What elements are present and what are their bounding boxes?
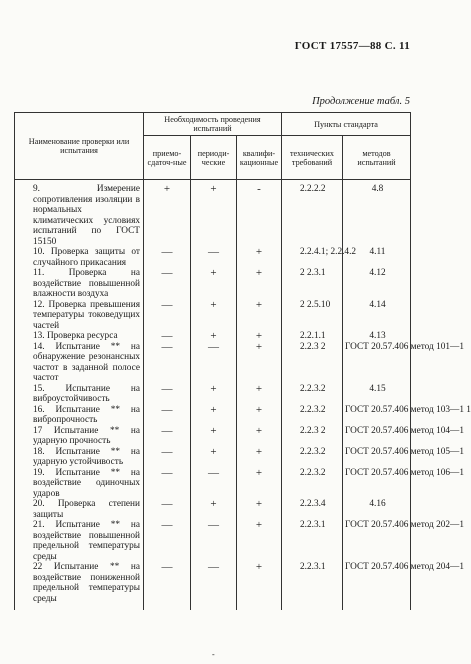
test-table <box>14 112 471 610</box>
row-methods-cell: ГОСТ 20.57.406 метод 204—1 <box>343 562 411 610</box>
row-acceptance-cell: — <box>144 331 191 342</box>
row-periodic-cell: + <box>191 447 237 468</box>
row-tech-cell: 2.2.2.2 <box>282 180 343 248</box>
table-row <box>15 499 411 520</box>
row-name-cell: 20. Проверка степени защиты <box>15 499 144 520</box>
col-name-header: Наименование проверки или испытания <box>15 113 144 180</box>
row-name-cell: 19. Испытание ** на воздействие одиночных ударов <box>15 468 144 500</box>
row-qualification-cell: + <box>237 405 282 426</box>
row-tech-cell: 2.2.3.2 <box>282 384 343 405</box>
col-tech-header: технических требований <box>282 136 343 180</box>
row-qualification-cell: + <box>237 447 282 468</box>
row-qualification-cell: + <box>237 331 282 342</box>
row-qualification-cell: + <box>237 268 282 300</box>
table-row <box>15 426 411 447</box>
row-name-cell: 10. Проверка защиты от случайного прикасания <box>15 247 144 268</box>
row-methods-cell: ГОСТ 20.57.406 метод 106—1 <box>343 468 411 500</box>
row-tech-cell: 2.2.3 2 <box>282 426 343 447</box>
row-acceptance-cell: — <box>144 468 191 500</box>
row-name-cell: 16. Испытание ** на вибропрочность <box>15 405 144 426</box>
row-tech-cell: 2.2.3 2 <box>282 342 343 384</box>
row-periodic-cell: — <box>191 468 237 500</box>
row-name-cell: 22 Испытание ** на воздействие пониженной предельной температуры среды <box>15 562 144 610</box>
row-qualification-cell: + <box>237 562 282 610</box>
row-acceptance-cell: — <box>144 247 191 268</box>
row-name-cell: 15. Испытание на виброустойчивость <box>15 384 144 405</box>
row-tech-cell: 2.2.3.4 <box>282 499 343 520</box>
row-methods-cell: 4.16 <box>343 499 411 520</box>
row-periodic-cell: + <box>191 268 237 300</box>
table-row <box>15 468 411 500</box>
row-periodic-cell: — <box>191 247 237 268</box>
row-tech-cell: 2 2.3.1 <box>282 268 343 300</box>
row-periodic-cell: — <box>191 520 237 562</box>
row-methods-cell: ГОСТ 20.57.406 метод 105—1 <box>343 447 411 468</box>
table-row <box>15 247 411 268</box>
row-acceptance-cell: — <box>144 405 191 426</box>
row-acceptance-cell: — <box>144 342 191 384</box>
row-tech-cell: 2.2.3.1 <box>282 562 343 610</box>
row-methods-cell: 4.11 <box>343 247 411 268</box>
row-methods-cell: ГОСТ 20.57.406 метод 103—1 1 <box>343 405 411 426</box>
row-name-cell: 12. Проверка превышения температуры токоведущих частей <box>15 300 144 332</box>
row-tech-cell: 2.2.4.1; 2.2.4.2 <box>282 247 343 268</box>
row-name-cell: 11. Проверка на воздействие повышенной влажности воздуха <box>15 268 144 300</box>
col-periodic-header: периоди-ческие <box>191 136 237 180</box>
row-acceptance-cell: — <box>144 300 191 332</box>
table-row <box>15 300 411 332</box>
row-periodic-cell: — <box>191 562 237 610</box>
row-periodic-cell: + <box>191 405 237 426</box>
table-continuation-caption: Продолжение табл. 5 <box>312 96 410 107</box>
table-row <box>15 180 411 248</box>
page-header: ГОСТ 17557—88 С. 11 <box>294 40 410 52</box>
row-methods-cell: 4.8 <box>343 180 411 248</box>
row-tech-cell: 2.2.1.1 <box>282 331 343 342</box>
row-tech-cell: 2.2.3.2 <box>282 468 343 500</box>
col-methods-header: методов испытаний <box>343 136 411 180</box>
row-qualification-cell: + <box>237 499 282 520</box>
row-methods-cell: 4.12 <box>343 268 411 300</box>
row-tech-cell: 2.2.3.1 <box>282 520 343 562</box>
table-row <box>15 520 411 562</box>
row-methods-cell: ГОСТ 20.57.406 метод 101—1 <box>343 342 411 384</box>
page-footer-mark: - <box>212 650 215 659</box>
row-qualification-cell: + <box>237 384 282 405</box>
row-name-cell: 9. Измерение сопротивления изоляции в нормальных климатических условиях испытаний по ГОСТ 15150 <box>15 180 144 248</box>
row-tech-cell: 2.2.3.2 <box>282 447 343 468</box>
row-methods-cell: 4.13 <box>343 331 411 342</box>
table-row <box>15 384 411 405</box>
row-acceptance-cell: — <box>144 268 191 300</box>
row-name-cell: 13. Проверка ресурса <box>15 331 144 342</box>
table-row <box>15 268 411 300</box>
row-qualification-cell: + <box>237 468 282 500</box>
row-periodic-cell: + <box>191 300 237 332</box>
row-periodic-cell: + <box>191 499 237 520</box>
row-qualification-cell: - <box>237 180 282 248</box>
col-acceptance-header: приемо-сдаточ-ные <box>144 136 191 180</box>
row-tech-cell: 2 2.5.10 <box>282 300 343 332</box>
table-row <box>15 562 411 610</box>
row-qualification-cell: + <box>237 342 282 384</box>
row-periodic-cell: + <box>191 331 237 342</box>
row-acceptance-cell: — <box>144 562 191 610</box>
row-periodic-cell: + <box>191 384 237 405</box>
table-row <box>15 447 411 468</box>
row-name-cell: 18. Испытание ** на ударную устойчивость <box>15 447 144 468</box>
row-methods-cell: ГОСТ 20.57.406 метод 104—1 <box>343 426 411 447</box>
row-acceptance-cell: — <box>144 447 191 468</box>
row-periodic-cell: + <box>191 180 237 248</box>
row-methods-cell: ГОСТ 20.57.406 метод 202—1 <box>343 520 411 562</box>
row-tech-cell: 2.2.3.2 <box>282 405 343 426</box>
row-name-cell: 21. Испытание ** на воздействие повышенной предельной температуры среды <box>15 520 144 562</box>
row-acceptance-cell: — <box>144 384 191 405</box>
row-qualification-cell: + <box>237 426 282 447</box>
row-acceptance-cell: — <box>144 520 191 562</box>
row-methods-cell: 4.14 <box>343 300 411 332</box>
col-qualification-header: квалифи-кационные <box>237 136 282 180</box>
row-name-cell: 17 Испытание ** на ударную прочность <box>15 426 144 447</box>
row-qualification-cell: + <box>237 300 282 332</box>
table-row <box>15 342 411 384</box>
row-qualification-cell: + <box>237 247 282 268</box>
row-acceptance-cell: — <box>144 499 191 520</box>
row-methods-cell: 4.15 <box>343 384 411 405</box>
table-row <box>15 405 411 426</box>
row-qualification-cell: + <box>237 520 282 562</box>
row-name-cell: 14. Испытание ** на обнаружение резонансных частот в заданной полосе частот <box>15 342 144 384</box>
row-periodic-cell: — <box>191 342 237 384</box>
group-need-header: Необходимость проведения испытаний <box>144 113 282 136</box>
table-row <box>15 331 411 342</box>
row-acceptance-cell: + <box>144 180 191 248</box>
row-periodic-cell: + <box>191 426 237 447</box>
group-items-header: Пункты стандарта <box>282 113 411 136</box>
row-acceptance-cell: — <box>144 426 191 447</box>
